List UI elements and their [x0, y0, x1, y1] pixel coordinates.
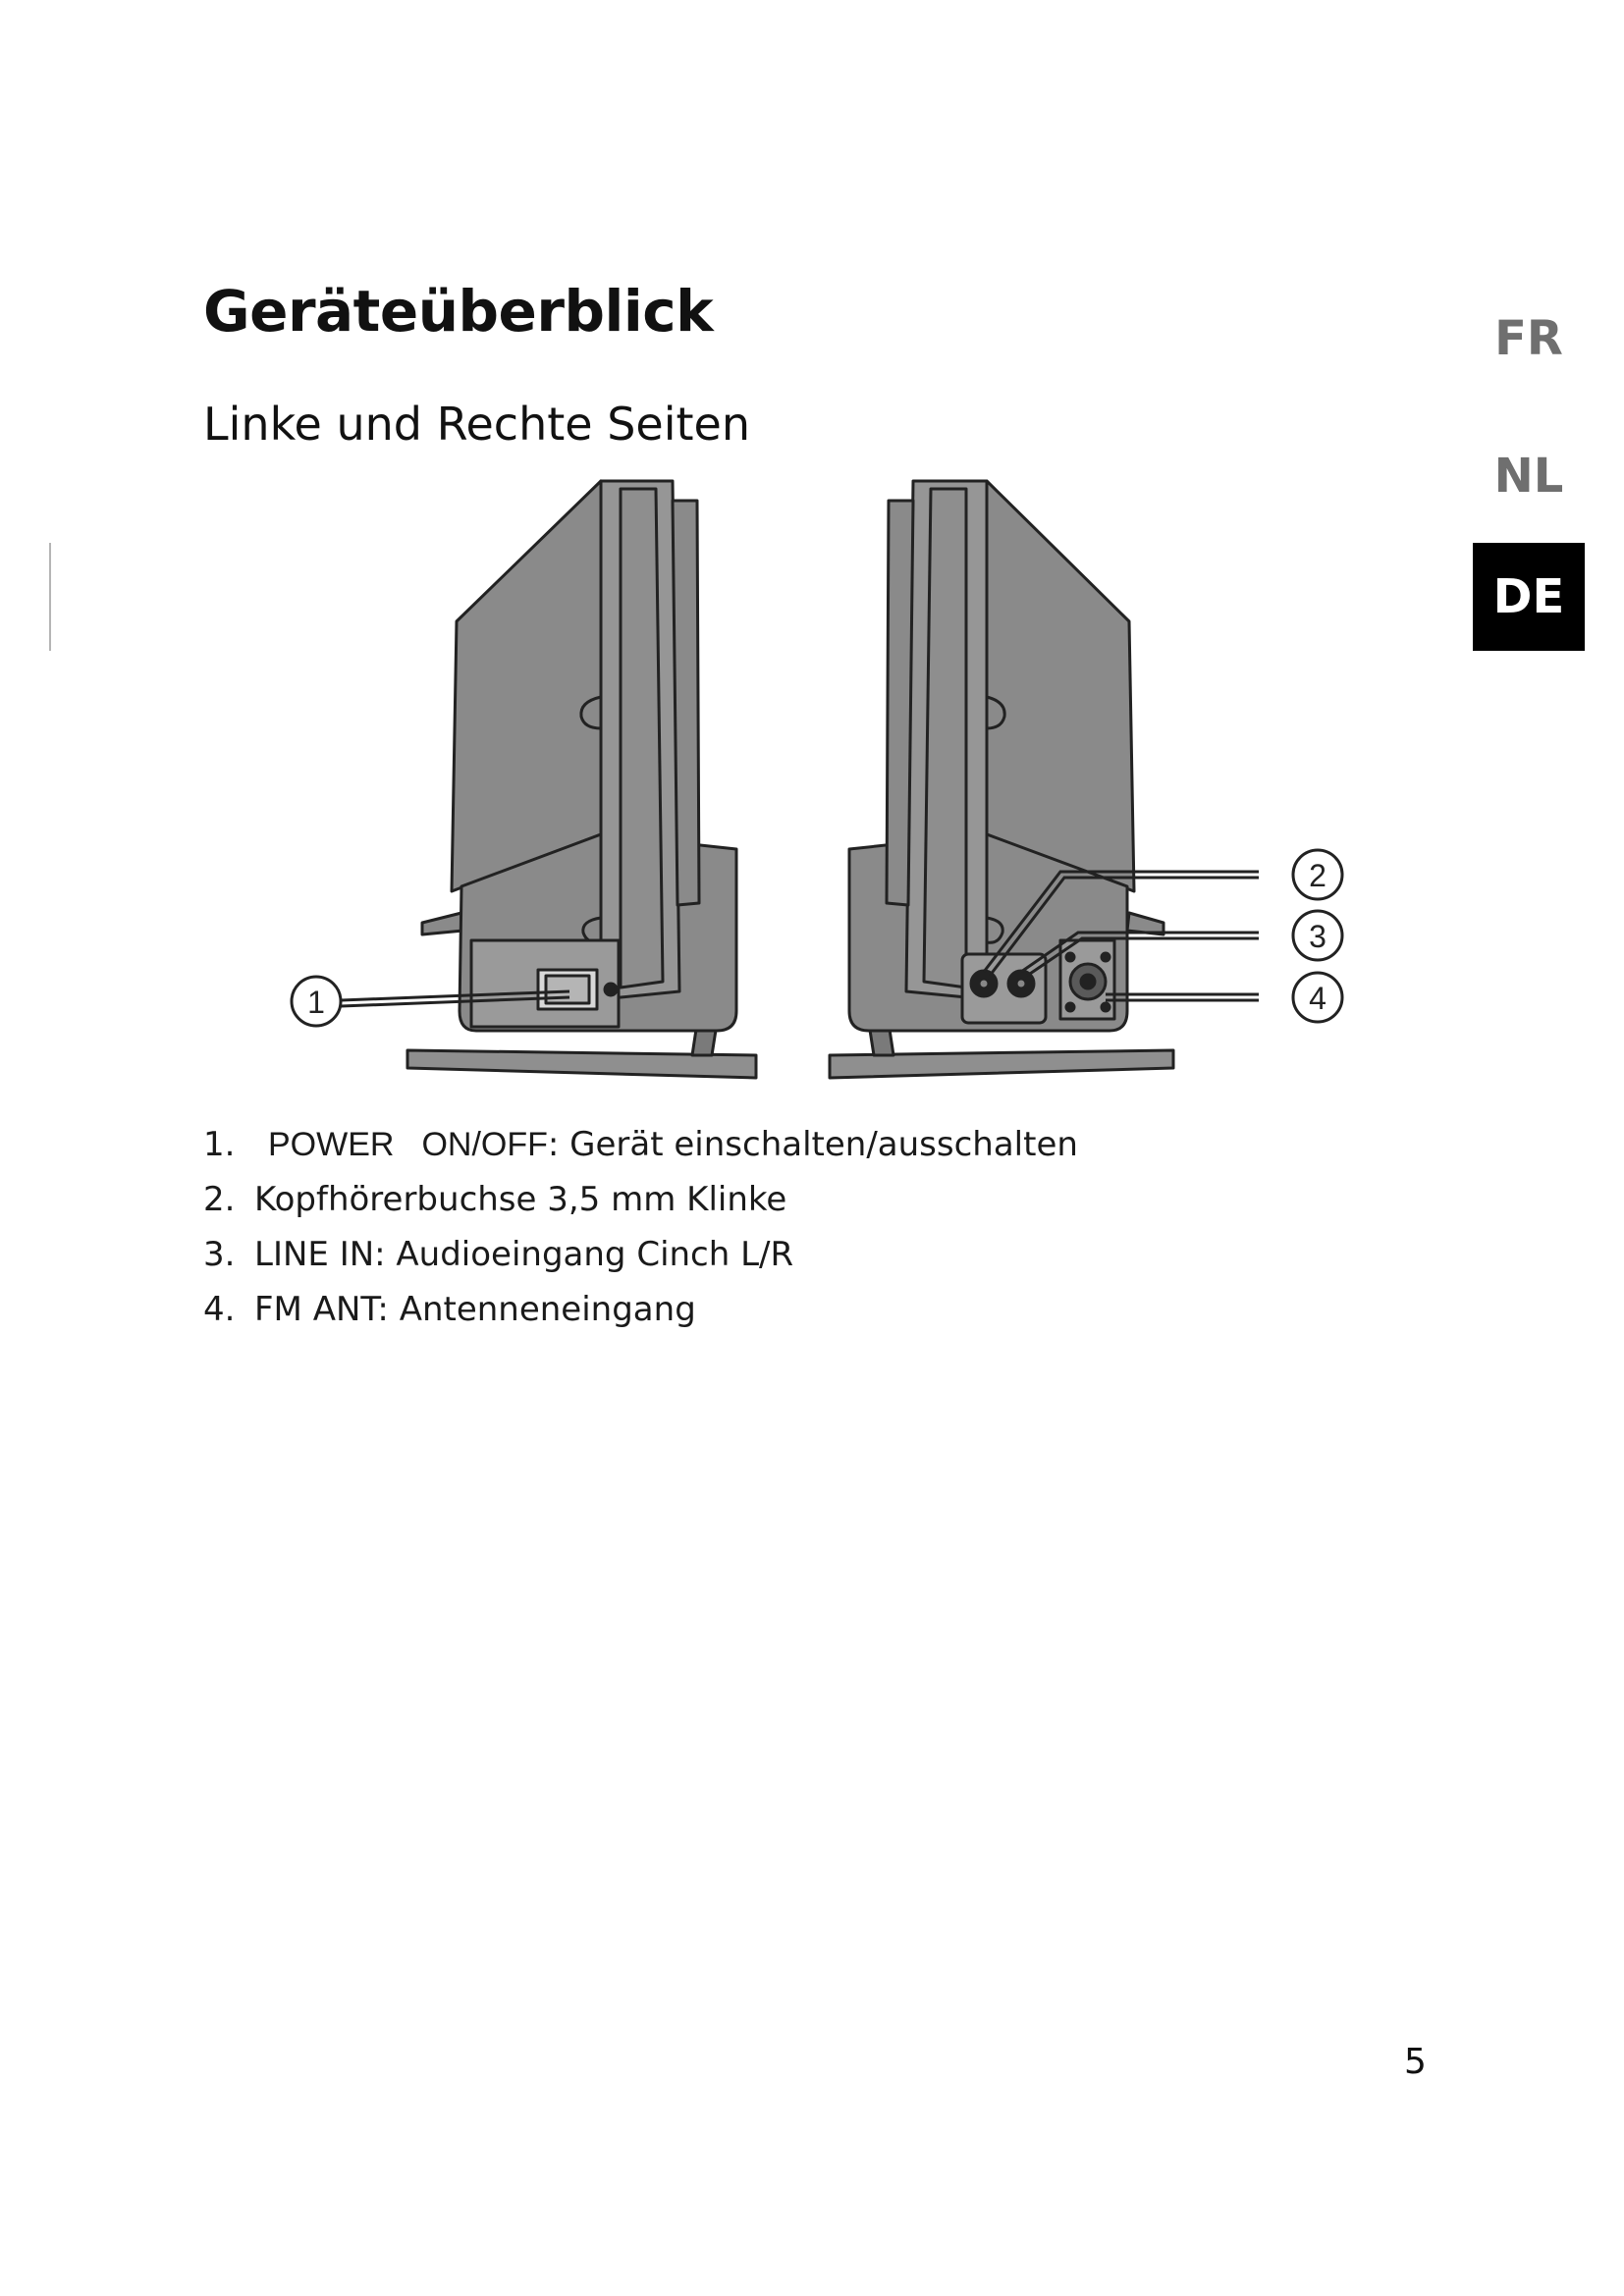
callout-4: [1293, 973, 1342, 1022]
language-tab-nl[interactable]: NL: [1493, 449, 1564, 504]
list-item: [203, 1282, 1078, 1337]
item-number: 1.: [203, 1125, 236, 1164]
right-speaker-illustration: [830, 481, 1173, 1078]
callout-1-label: 1: [307, 985, 325, 1020]
item-label-onoff: ON/OFF: [421, 1126, 548, 1163]
callout-4-label: 4: [1309, 981, 1326, 1016]
list-item: [203, 1172, 1078, 1227]
language-tab-fr[interactable]: FR: [1494, 311, 1563, 366]
left-speaker-illustration: [407, 481, 756, 1078]
page-title: Geräteüberblick: [203, 278, 714, 345]
section-subtitle: Linke und Rechte Seiten: [203, 398, 750, 451]
device-side-views-figure: [275, 461, 1375, 1119]
item-number: 2.: [203, 1180, 236, 1219]
margin-marker: [49, 543, 51, 651]
list-item: [203, 1227, 1078, 1282]
callout-1: [292, 977, 341, 1026]
callout-3-label: 3: [1309, 919, 1326, 954]
item-text: LINE IN: Audioeingang Cinch L/R: [254, 1235, 794, 1274]
item-text: Kopfhörerbuchse 3,5 mm Klinke: [254, 1180, 787, 1219]
language-tab-de[interactable]: DE: [1473, 543, 1585, 651]
callout-2: [1293, 850, 1342, 899]
item-number: 4.: [203, 1290, 236, 1329]
item-text: : Gerät einschalten/ausschalten: [547, 1125, 1078, 1164]
callout-3: [1293, 911, 1342, 960]
item-label-power: POWER: [268, 1126, 395, 1163]
callout-2-label: 2: [1309, 858, 1326, 893]
page-number: 5: [1404, 2042, 1427, 2082]
item-text: FM ANT: Antenneneingang: [254, 1290, 696, 1329]
feature-list: [203, 1117, 1078, 1337]
item-number: 3.: [203, 1235, 236, 1274]
list-item: [203, 1117, 1078, 1172]
